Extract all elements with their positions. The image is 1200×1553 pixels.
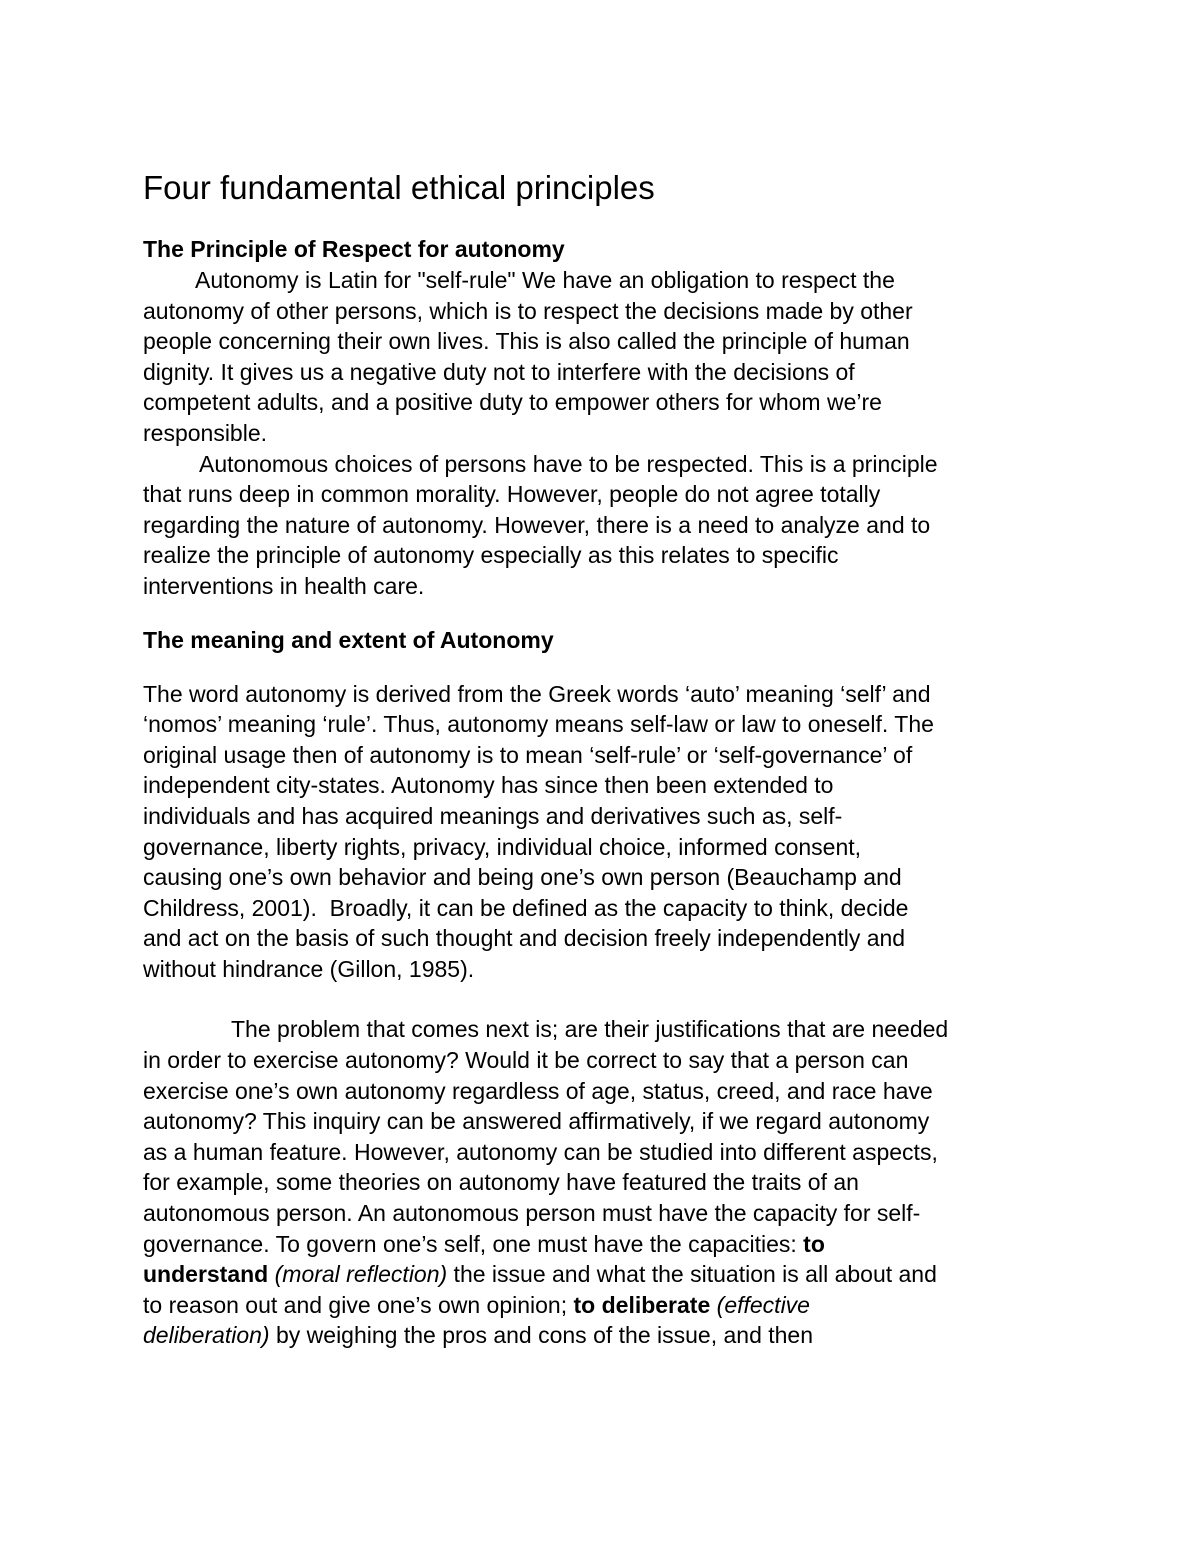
text-line: governance, liberty rights, privacy, individual choice, informed consent, (143, 833, 862, 860)
paragraph-word-autonomy (143, 679, 1068, 985)
text-line: for example, some theories on autonomy have featured the traits of an (143, 1169, 859, 1196)
text-line: ‘nomos’ meaning ‘rule’. Thus, autonomy means self-law or law to oneself. The (143, 711, 934, 738)
text-line: dignity. It gives us a negative duty not to interfere with the decisions of (143, 358, 855, 385)
text-line: regarding the nature of autonomy. However, there is a need to analyze and to (143, 511, 931, 538)
spacer (143, 984, 1068, 1014)
text-run-bold: to (803, 1230, 825, 1257)
text-line: independent city-states. Autonomy has since then been extended to (143, 772, 834, 799)
text-line: responsible. (143, 419, 268, 446)
paragraph-problem-justifications (143, 1014, 1068, 1351)
text-line: original usage then of autonomy is to mean ‘self-rule’ or ‘self-governance’ of (143, 741, 913, 768)
text-line: realize the principle of autonomy especially as this relates to specific (143, 542, 839, 569)
text-line: Autonomy is Latin for "self-rule" We have an obligation to respect the (195, 267, 895, 293)
text-run-bold: to deliberate (573, 1291, 711, 1318)
text-line: causing one’s own behavior and being one’s own person (Beauchamp and (143, 864, 902, 891)
text-line-rich (143, 1290, 1068, 1321)
text-run-bold: understand (143, 1261, 269, 1288)
text-run-italic: (moral reflection) (268, 1261, 448, 1288)
text-line: in order to exercise autonomy? Would it be correct to say that a person can (143, 1047, 909, 1074)
text-line: Childress, 2001). Broadly, it can be defined as the capacity to think, decide (143, 894, 909, 921)
text-run: to reason out and give one’s own opinion; (143, 1291, 574, 1318)
text-line: individuals and has acquired meanings and derivatives such as, self- (143, 802, 843, 829)
document-page (143, 168, 1068, 1351)
text-line: that runs deep in common morality. However, people do not agree totally (143, 481, 881, 508)
text-run: the issue and what the situation is all about and (447, 1261, 937, 1288)
spacer (143, 656, 1068, 679)
text-line-rich (143, 1259, 1068, 1290)
paragraph-autonomous-choices (143, 449, 1068, 602)
text-run-italic: (effective (710, 1291, 810, 1318)
text-line: The problem that comes next is; are their justifications that are needed (231, 1016, 949, 1043)
text-line: autonomous person. An autonomous person must have the capacity for self- (143, 1200, 921, 1227)
text-line: autonomy of other persons, which is to respect the decisions made by other (143, 297, 913, 324)
text-run: by weighing the pros and cons of the issue, and then (269, 1322, 814, 1349)
section-heading-respect-autonomy: The Principle of Respect for autonomy (143, 236, 565, 262)
spacer (143, 602, 1068, 625)
text-line: autonomy? This inquiry can be answered affirmatively, if we regard autonomy (143, 1108, 930, 1135)
document-title: Four fundamental ethical principles (143, 169, 655, 206)
text-line: and act on the basis of such thought and decision freely independently and (143, 925, 906, 952)
text-line: interventions in health care. (143, 572, 425, 599)
text-line: people concerning their own lives. This is also called the principle of human (143, 328, 910, 355)
text-run: governance. To govern one’s self, one must have the capacities: (143, 1230, 804, 1257)
text-run-italic: deliberation) (143, 1322, 270, 1349)
text-line: The word autonomy is derived from the Greek words ‘auto’ meaning ‘self’ and (143, 680, 931, 707)
text-line: competent adults, and a positive duty to empower others for whom we’re (143, 389, 882, 416)
text-line: as a human feature. However, autonomy can be studied into different aspects, (143, 1138, 938, 1165)
text-line: without hindrance (Gillon, 1985). (143, 955, 475, 982)
text-line-rich (143, 1320, 1068, 1351)
section-heading-meaning-extent: The meaning and extent of Autonomy (143, 626, 554, 653)
paragraph-autonomy-definition (143, 265, 1068, 449)
text-line-rich (143, 1229, 1068, 1260)
text-line: Autonomous choices of persons have to be respected. This is a principle (199, 450, 938, 477)
text-line: exercise one’s own autonomy regardless of age, status, creed, and race have (143, 1077, 933, 1104)
